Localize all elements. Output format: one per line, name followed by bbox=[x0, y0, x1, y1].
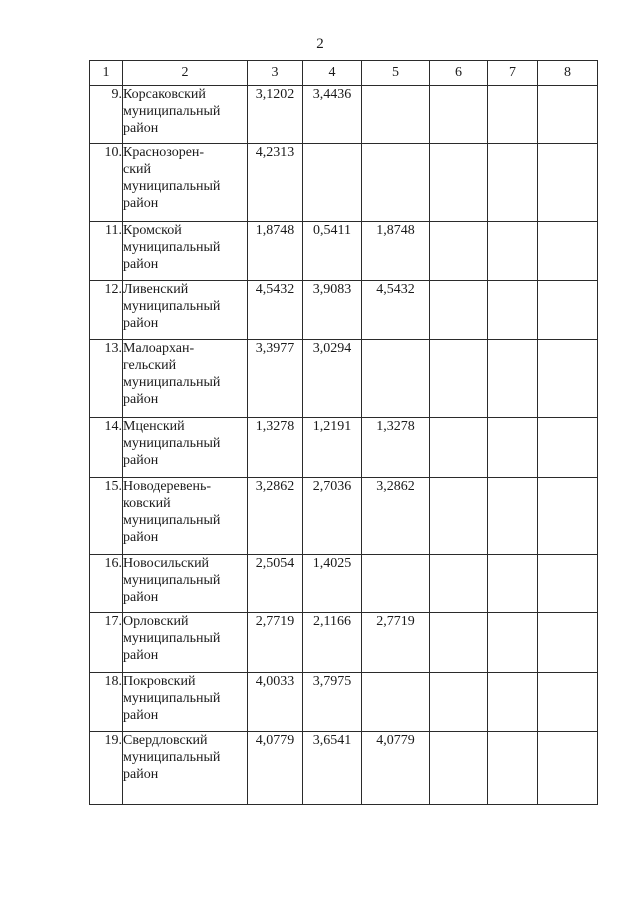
row-number: 11. bbox=[90, 222, 123, 281]
district-name-line: район bbox=[123, 196, 159, 211]
district-name-line: муниципальный bbox=[123, 375, 221, 390]
value-cell-3: 2,5054 bbox=[248, 555, 303, 613]
value-cell-3: 2,7719 bbox=[248, 613, 303, 673]
district-name bbox=[123, 613, 248, 673]
value-cell-6 bbox=[430, 86, 488, 144]
row-number: 19. bbox=[90, 732, 123, 805]
table-row bbox=[90, 222, 598, 281]
value-cell-4 bbox=[303, 144, 362, 222]
district-name-line: муниципальный bbox=[123, 513, 221, 528]
district-name-line: Покровский bbox=[123, 674, 196, 689]
district-name-line: ский bbox=[123, 162, 151, 177]
value-cell-3: 1,8748 bbox=[248, 222, 303, 281]
district-name-line: район bbox=[123, 121, 159, 136]
district-name-line: район bbox=[123, 648, 159, 663]
value-cell-8 bbox=[538, 340, 598, 418]
value-cell-8 bbox=[538, 86, 598, 144]
value-cell-3: 3,2862 bbox=[248, 478, 303, 555]
value-cell-4: 2,1166 bbox=[303, 613, 362, 673]
value-cell-7 bbox=[488, 673, 538, 732]
district-name-line: район bbox=[123, 316, 159, 331]
value-cell-5: 1,8748 bbox=[362, 222, 430, 281]
value-cell-8 bbox=[538, 478, 598, 555]
header-col-7: 7 bbox=[488, 61, 538, 86]
table-row bbox=[90, 732, 598, 805]
value-cell-8 bbox=[538, 281, 598, 340]
value-cell-5 bbox=[362, 555, 430, 613]
value-cell-8 bbox=[538, 555, 598, 613]
value-cell-4: 1,4025 bbox=[303, 555, 362, 613]
value-cell-7 bbox=[488, 478, 538, 555]
district-name-line: муниципальный bbox=[123, 436, 221, 451]
district-name-line: муниципальный bbox=[123, 240, 221, 255]
value-cell-6 bbox=[430, 673, 488, 732]
table-row bbox=[90, 281, 598, 340]
value-cell-8 bbox=[538, 222, 598, 281]
value-cell-3: 1,3278 bbox=[248, 418, 303, 478]
header-col-3: 3 bbox=[248, 61, 303, 86]
value-cell-6 bbox=[430, 418, 488, 478]
value-cell-6 bbox=[430, 222, 488, 281]
header-col-8: 8 bbox=[538, 61, 598, 86]
district-name bbox=[123, 418, 248, 478]
value-cell-3: 3,1202 bbox=[248, 86, 303, 144]
district-name-line: муниципальный bbox=[123, 104, 221, 119]
table-row bbox=[90, 613, 598, 673]
value-cell-7 bbox=[488, 144, 538, 222]
row-number: 10. bbox=[90, 144, 123, 222]
value-cell-4: 0,5411 bbox=[303, 222, 362, 281]
district-name bbox=[123, 478, 248, 555]
district-name bbox=[123, 673, 248, 732]
district-name bbox=[123, 281, 248, 340]
district-name-line: Свердловский bbox=[123, 733, 208, 748]
table-row bbox=[90, 86, 598, 144]
district-name-line: Ливенский bbox=[123, 282, 189, 297]
row-number: 16. bbox=[90, 555, 123, 613]
value-cell-5: 4,5432 bbox=[362, 281, 430, 340]
row-number: 9. bbox=[90, 86, 123, 144]
value-cell-7 bbox=[488, 732, 538, 805]
value-cell-4: 3,7975 bbox=[303, 673, 362, 732]
page-number: 2 bbox=[316, 36, 324, 52]
district-name-line: Новосильский bbox=[123, 556, 210, 571]
district-name-line: муниципальный bbox=[123, 573, 221, 588]
value-cell-3: 4,0033 bbox=[248, 673, 303, 732]
district-name-line: Кромской bbox=[123, 223, 182, 238]
district-name-line: Малоархан- bbox=[123, 341, 195, 356]
header-row bbox=[90, 61, 598, 86]
district-name bbox=[123, 86, 248, 144]
value-cell-4: 3,9083 bbox=[303, 281, 362, 340]
value-cell-5 bbox=[362, 86, 430, 144]
district-name bbox=[123, 340, 248, 418]
value-cell-5 bbox=[362, 673, 430, 732]
value-cell-6 bbox=[430, 478, 488, 555]
value-cell-7 bbox=[488, 555, 538, 613]
district-name-line: муниципальный bbox=[123, 179, 221, 194]
data-table bbox=[89, 60, 598, 805]
row-number: 18. bbox=[90, 673, 123, 732]
district-name-line: ковский bbox=[123, 496, 171, 511]
value-cell-3: 4,0779 bbox=[248, 732, 303, 805]
value-cell-6 bbox=[430, 613, 488, 673]
value-cell-5 bbox=[362, 144, 430, 222]
district-name-line: Мценский bbox=[123, 419, 185, 434]
table-row bbox=[90, 555, 598, 613]
table-row bbox=[90, 144, 598, 222]
value-cell-7 bbox=[488, 613, 538, 673]
district-name-line: район bbox=[123, 708, 159, 723]
value-cell-3: 4,5432 bbox=[248, 281, 303, 340]
value-cell-6 bbox=[430, 144, 488, 222]
value-cell-3: 3,3977 bbox=[248, 340, 303, 418]
row-number: 17. bbox=[90, 613, 123, 673]
header-col-6: 6 bbox=[430, 61, 488, 86]
row-number: 15. bbox=[90, 478, 123, 555]
value-cell-7 bbox=[488, 418, 538, 478]
table-row bbox=[90, 673, 598, 732]
district-name-line: район bbox=[123, 530, 159, 545]
value-cell-4: 3,4436 bbox=[303, 86, 362, 144]
value-cell-8 bbox=[538, 613, 598, 673]
value-cell-7 bbox=[488, 340, 538, 418]
district-name-line: район bbox=[123, 767, 159, 782]
district-name bbox=[123, 732, 248, 805]
district-name-line: Орловский bbox=[123, 614, 189, 629]
header-col-2: 2 bbox=[123, 61, 248, 86]
value-cell-8 bbox=[538, 418, 598, 478]
district-name-line: гельский bbox=[123, 358, 177, 373]
district-name-line: район bbox=[123, 453, 159, 468]
value-cell-5: 4,0779 bbox=[362, 732, 430, 805]
value-cell-7 bbox=[488, 86, 538, 144]
value-cell-6 bbox=[430, 340, 488, 418]
table-row bbox=[90, 340, 598, 418]
table-row bbox=[90, 418, 598, 478]
district-name-line: район bbox=[123, 590, 159, 605]
table-row bbox=[90, 478, 598, 555]
district-name-line: район bbox=[123, 257, 159, 272]
row-number: 13. bbox=[90, 340, 123, 418]
value-cell-5: 3,2862 bbox=[362, 478, 430, 555]
district-name-line: муниципальный bbox=[123, 299, 221, 314]
value-cell-7 bbox=[488, 281, 538, 340]
value-cell-7 bbox=[488, 222, 538, 281]
value-cell-8 bbox=[538, 144, 598, 222]
district-name-line: Корсаковский bbox=[123, 87, 206, 102]
value-cell-4: 2,7036 bbox=[303, 478, 362, 555]
value-cell-4: 3,0294 bbox=[303, 340, 362, 418]
district-name-line: муниципальный bbox=[123, 691, 221, 706]
row-number: 12. bbox=[90, 281, 123, 340]
district-name-line: Новодеревень- bbox=[123, 479, 212, 494]
district-name-line: муниципальный bbox=[123, 631, 221, 646]
district-name bbox=[123, 555, 248, 613]
value-cell-8 bbox=[538, 732, 598, 805]
value-cell-4: 3,6541 bbox=[303, 732, 362, 805]
value-cell-6 bbox=[430, 281, 488, 340]
header-col-1: 1 bbox=[90, 61, 123, 86]
value-cell-5 bbox=[362, 340, 430, 418]
district-name bbox=[123, 144, 248, 222]
district-name-line: муниципальный bbox=[123, 750, 221, 765]
value-cell-5: 1,3278 bbox=[362, 418, 430, 478]
value-cell-8 bbox=[538, 673, 598, 732]
header-col-5: 5 bbox=[362, 61, 430, 86]
value-cell-6 bbox=[430, 732, 488, 805]
district-name-line: район bbox=[123, 392, 159, 407]
value-cell-4: 1,2191 bbox=[303, 418, 362, 478]
value-cell-3: 4,2313 bbox=[248, 144, 303, 222]
row-number: 14. bbox=[90, 418, 123, 478]
district-name-line: Краснозорен- bbox=[123, 145, 205, 160]
table-body bbox=[90, 86, 598, 805]
value-cell-6 bbox=[430, 555, 488, 613]
district-name bbox=[123, 222, 248, 281]
value-cell-5: 2,7719 bbox=[362, 613, 430, 673]
header-col-4: 4 bbox=[303, 61, 362, 86]
